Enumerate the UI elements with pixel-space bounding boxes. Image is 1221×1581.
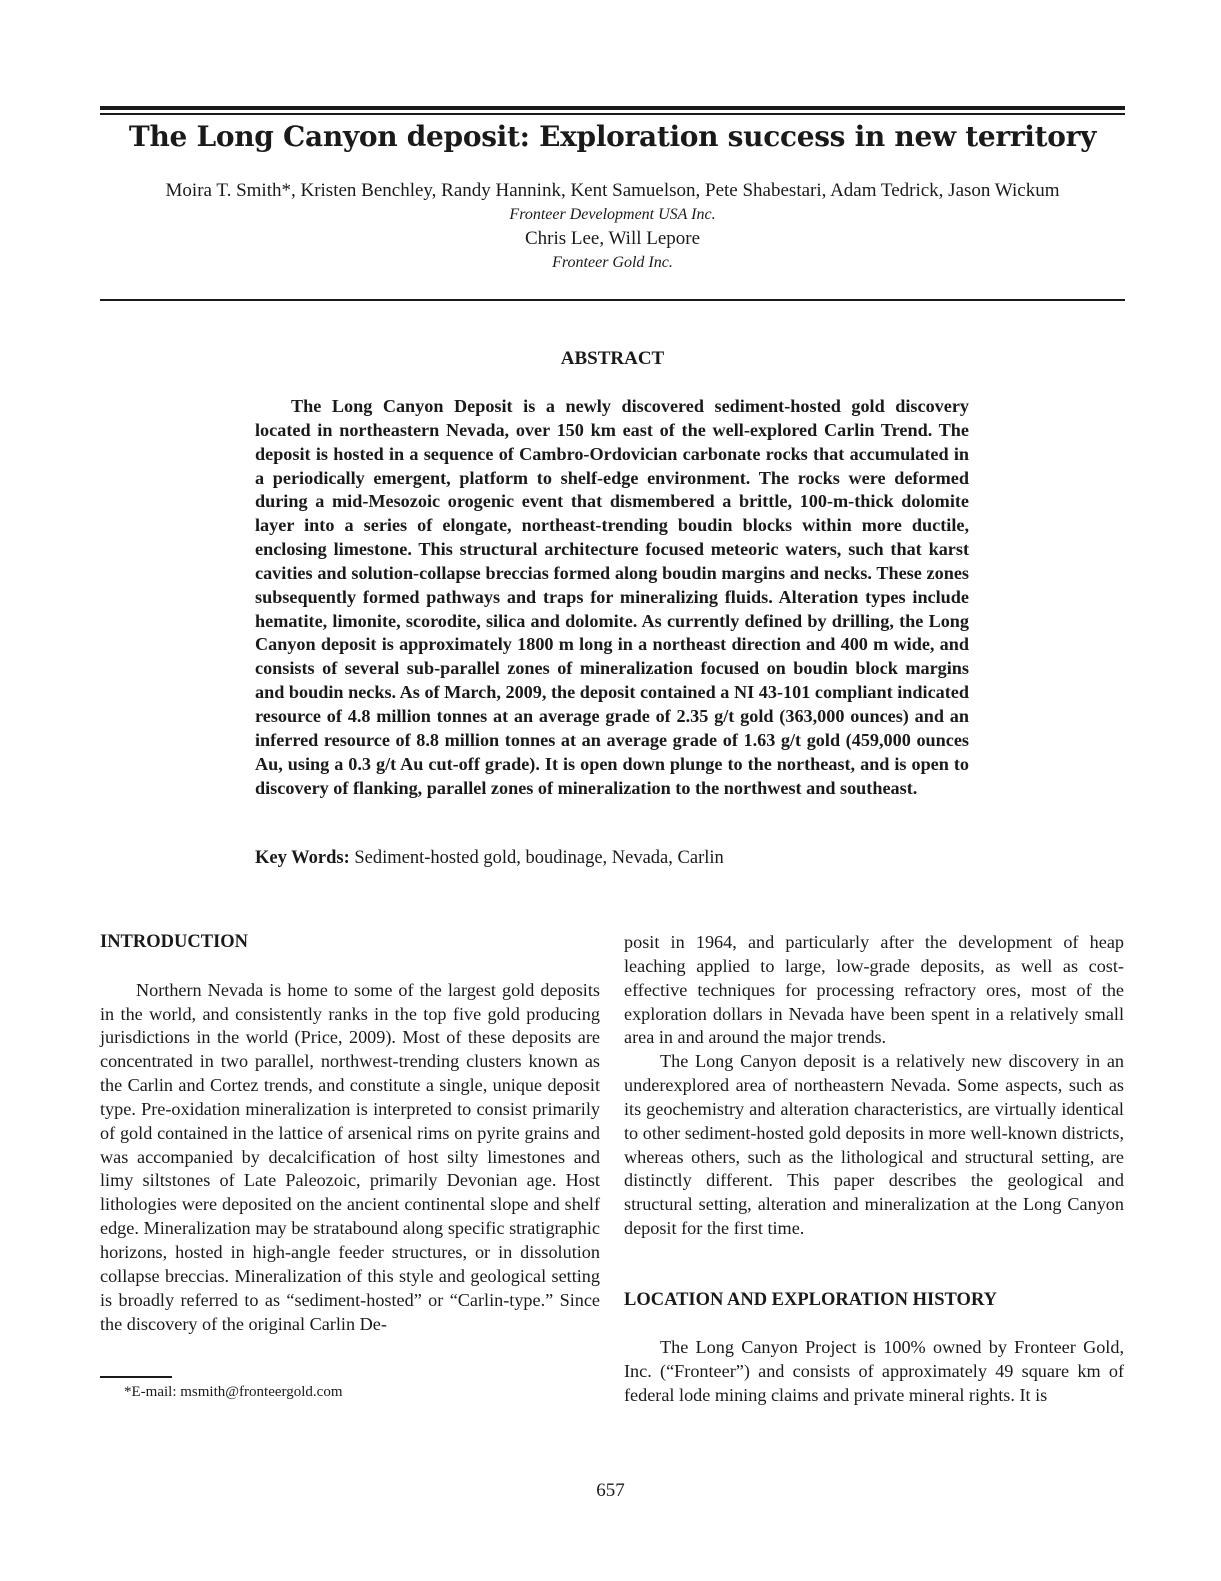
keywords [255, 848, 969, 869]
author-list: Moira T. Smith*, Kristen Benchley, Randy Hannink, Kent Samuelson, Pete Shabestari, Adam Tedrick, Jason Wickum [165, 180, 1060, 201]
abstract-text: The Long Canyon Deposit is a newly discovered sediment-hosted gold discovery located in northeastern Nevada, over 150 km east of the well-explored Carlin Trend. The deposit is hosted in a sequence of Cambro-Ordovician carbonate rocks that accumulated in a periodically emergent, platform to shelf-edge environment. The rocks were deformed during a mid-Mesozoic orogenic event that dismembered a brittle, 100-m-thick dolomite layer into a series of elongate, northeast-trending boudin blocks within more ductile, enclosing limestone. This structural architecture focused meteoric waters, such that karst cavities and solution-collapse breccias formed along boudin margins and necks. These zones subsequently formed pathways and traps for mineralizing fluids. Alteration types include hematite, limonite, scorodite, silica and dolomite. As currently defined by drilling, the Long Canyon deposit is approximately 1800 m long in a northeast direction and 400 m wide, and consists of several sub-parallel zones of mineralization focused on boudin block margins and boudin necks. As of March, 2009, the deposit contained a NI 43-101 compliant indicated resource of 4.8 million tonnes at an average grade of 2.35 g/t gold (363,000 ounces) and an inferred resource of 8.8 million tonnes at an average grade of 1.63 g/t gold (459,000 ounces Au, using a 0.3 g/t Au cut-off grade). It is open down plunge to the northeast, and is open to discovery of flanking, parallel zones of mineralization to the northwest and southeast. [255, 396, 969, 798]
paper-title: The Long Canyon deposit: Exploration success in new territory [128, 120, 1097, 153]
introduction-paragraph-1: Northern Nevada is home to some of the largest gold deposits in the world, and consistently ranks in the top five gold producing jurisdictions in the world (Price, 2009). Most of these deposits are concentrated in two parallel, northwest-trending clusters known as the Carlin and Cortez trends, and constitute a single, unique deposit type. Pre-oxidation mineralization is interpreted to consist primarily of gold contained in the lattice of arsenical rims on pyrite grains and was accompanied by decalcification of host silty limestones and limy siltstones of Late Paleozoic, primarily Devonian age. Host lithologies were deposited on the ancient continental slope and shelf edge. Mineralization may be stratabound along specific stratigraphic horizons, hosted in high-angle feeder structures, or in dissolution collapse breccias. Mineralization of this style and geological setting is broadly referred to as “sediment-hosted” or “Carlin-type.” Since the discovery of the original Carlin De- [100, 979, 600, 1334]
footnote-email: *E-mail: msmith@fronteergold.com [124, 1384, 343, 1400]
footnote-rule [100, 1376, 172, 1378]
right-column [624, 931, 1124, 1408]
section-heading-introduction: INTRODUCTION [100, 932, 249, 952]
location-paragraph-1: The Long Canyon Project is 100% owned by Fronteer Gold, Inc. (“Fronteer”) and consists of approximately 49 square km of federal lode mining claims and private mineral rights. It is [624, 1337, 1124, 1406]
keywords-value: Sediment-hosted gold, boudinage, Nevada, Carlin [354, 848, 724, 868]
abstract-heading: ABSTRACT [560, 348, 665, 369]
title-top-rule [100, 106, 1125, 110]
section-heading-location: LOCATION AND EXPLORATION HISTORY [624, 1289, 998, 1310]
title-top-rule-thin [100, 113, 1125, 115]
header-bottom-rule [100, 299, 1125, 301]
page-number: 657 [596, 1480, 625, 1501]
affiliation: Fronteer Development USA Inc. [509, 206, 716, 223]
author-list-secondary: Chris Lee, Will Lepore [524, 228, 701, 249]
affiliation-secondary: Fronteer Gold Inc. [552, 254, 673, 271]
left-column [100, 931, 600, 1336]
keywords-label: Key Words: [255, 848, 350, 868]
introduction-paragraph-1-continued: posit in 1964, and particularly after the development of heap leaching applied to large, low-grade deposits, as well as cost-effective techniques for processing refractory ores, most of the exploration dollars in Nevada have been spent in a relatively small area in and around the major trends. [624, 932, 1124, 1048]
introduction-paragraph-2: The Long Canyon deposit is a relatively new discovery in an underexplored area of northeastern Nevada. Some aspects, such as its geochemistry and alteration characteristics, are virtually identical to other sediment-hosted gold deposits in more well-known districts, whereas others, such as the lithological and structural setting, are distinctly different. This paper describes the geological and structural setting, alteration and mineralization at the Long Canyon deposit for the first time. [624, 1051, 1124, 1239]
